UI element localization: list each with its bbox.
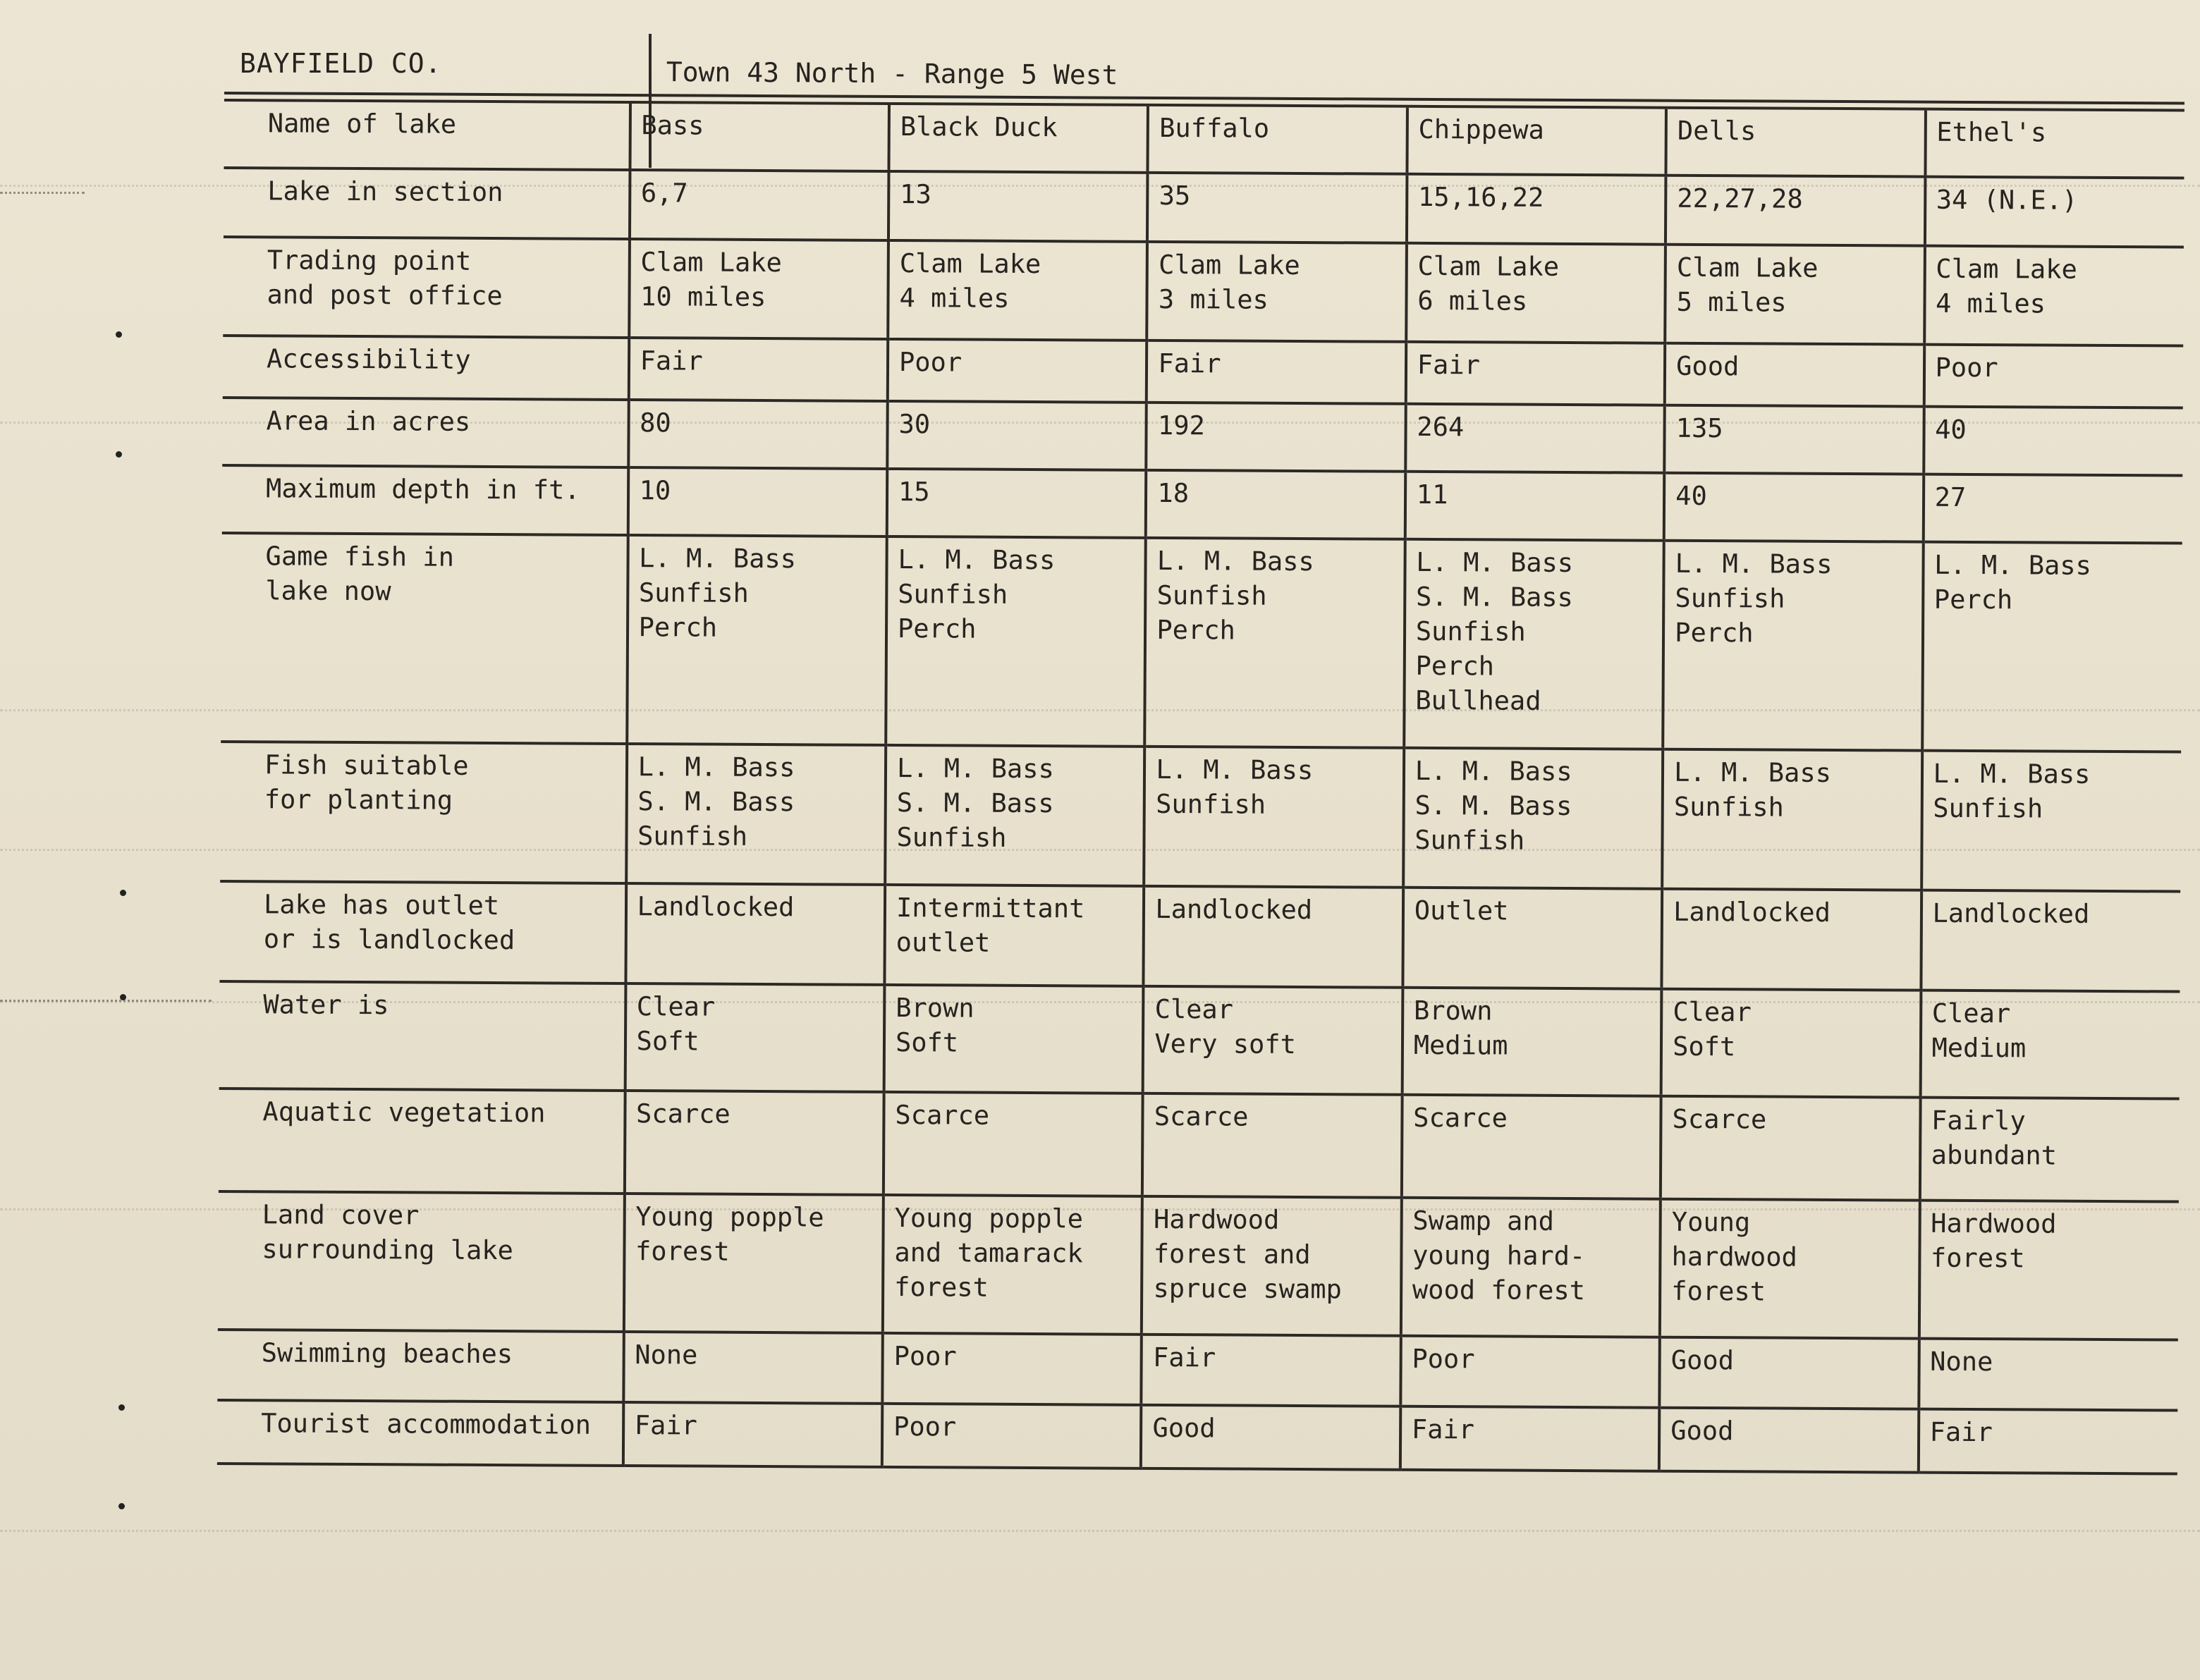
- cell-ethels-outlet: Landlocked: [1921, 890, 2180, 992]
- cell-black-duck-swimming: Poor: [882, 1333, 1142, 1405]
- cell-ethels-tourist: Fair: [1918, 1409, 2177, 1474]
- row-aquatic-vegetation: [219, 1089, 2180, 1202]
- row-maximum-depth: [222, 465, 2182, 544]
- cell-dells-trading: Clam Lake 5 miles: [1665, 245, 1924, 345]
- row-label: Fish suitable for planting: [220, 742, 627, 883]
- lake-data-table: [217, 99, 2184, 1476]
- cell-buffalo-game-fish: L. M. Bass Sunfish Perch: [1145, 538, 1405, 748]
- row-lake-in-section: [224, 168, 2184, 247]
- cell-chippewa-game-fish: L. M. Bass S. M. Bass Sunfish Perch Bullhead: [1404, 539, 1664, 749]
- row-label: Lake in section: [224, 168, 630, 239]
- cell-bass-vegetation: Scarce: [624, 1091, 884, 1195]
- cell-buffalo-swimming: Fair: [1142, 1335, 1401, 1406]
- cell-buffalo-depth: 18: [1146, 470, 1405, 539]
- binder-hole-mark: [118, 1503, 125, 1509]
- cell-chippewa-vegetation: Scarce: [1402, 1095, 1661, 1199]
- row-area-in-acres: [222, 398, 2182, 476]
- cell-black-duck-depth: 15: [887, 469, 1147, 538]
- row-fish-suitable-for-planting: [220, 742, 2181, 892]
- cell-black-duck-water: Brown Soft: [884, 985, 1144, 1093]
- cell-chippewa-section: 15,16,22: [1407, 174, 1666, 245]
- cell-ethels-planting: L. M. Bass Sunfish: [1921, 751, 2181, 892]
- cell-dells-swimming: Good: [1659, 1337, 1919, 1409]
- cell-dells-water: Clear Soft: [1661, 989, 1921, 1098]
- cell-black-duck-vegetation: Scarce: [884, 1092, 1143, 1196]
- margin-guide-line: [0, 1000, 212, 1002]
- cell-bass-area: 80: [628, 400, 888, 469]
- cell-bass-tourist: Fair: [623, 1402, 882, 1467]
- cell-chippewa-planting: L. M. Bass S. M. Bass Sunfish: [1403, 748, 1663, 889]
- cell-chippewa-tourist: Fair: [1400, 1406, 1660, 1471]
- row-game-fish: [221, 533, 2182, 752]
- cell-ethels-water: Clear Medium: [1920, 991, 2180, 1099]
- binder-hole-mark: [120, 890, 126, 896]
- cell-ethels-area: 40: [1924, 407, 2183, 476]
- cell-bass-outlet: Landlocked: [625, 883, 885, 985]
- cell-black-duck-game-fish: L. M. Bass Sunfish Perch: [886, 537, 1146, 747]
- cell-buffalo-area: 192: [1147, 403, 1406, 472]
- cell-ethels-accessibility: Poor: [1924, 345, 2183, 408]
- cell-black-duck-outlet: Intermittant outlet: [884, 885, 1144, 986]
- row-label: Game fish in lake now: [221, 533, 628, 744]
- cell-ethels-land-cover: Hardwood forest: [1919, 1201, 2178, 1340]
- binder-hole-mark: [116, 451, 122, 458]
- lake-name-buffalo: Buffalo: [1148, 105, 1407, 174]
- cell-ethels-swimming: None: [1919, 1339, 2178, 1411]
- lake-name-chippewa: Chippewa: [1407, 106, 1666, 176]
- row-label: Accessibility: [223, 336, 629, 400]
- binder-hole-mark: [118, 1404, 125, 1411]
- row-label-name-of-lake: Name of lake: [224, 100, 630, 170]
- cell-ethels-vegetation: Fairly abundant: [1919, 1098, 2179, 1202]
- county-name: BAYFIELD CO.: [240, 48, 442, 79]
- row-label: Swimming beaches: [217, 1330, 623, 1402]
- cell-buffalo-outlet: Landlocked: [1144, 886, 1403, 988]
- row-label: Tourist accommodation: [217, 1400, 623, 1466]
- lake-name-row: [224, 100, 2184, 178]
- cell-bass-water: Clear Soft: [625, 983, 884, 1092]
- cell-dells-tourist: Good: [1659, 1408, 1919, 1473]
- cell-chippewa-depth: 11: [1405, 472, 1665, 541]
- bleed-through-line: [0, 1530, 2200, 1532]
- row-label: Trading point and post office: [223, 237, 629, 338]
- cell-buffalo-tourist: Good: [1141, 1405, 1400, 1470]
- cell-black-duck-section: 13: [888, 171, 1148, 242]
- binder-hole-mark: [116, 331, 122, 338]
- row-outlet-or-landlocked: [219, 881, 2180, 992]
- margin-guide-line: [0, 192, 85, 194]
- cell-buffalo-vegetation: Scarce: [1142, 1093, 1402, 1198]
- row-label: Maximum depth in ft.: [222, 465, 628, 535]
- lake-name-ethels: Ethel's: [1925, 109, 2184, 178]
- cell-chippewa-outlet: Outlet: [1402, 888, 1662, 989]
- row-label: Lake has outlet or is landlocked: [219, 881, 625, 983]
- cell-black-duck-tourist: Poor: [882, 1404, 1142, 1469]
- row-water-is: [219, 981, 2180, 1099]
- cell-ethels-game-fish: L. M. Bass Perch: [1922, 542, 2182, 752]
- cell-bass-accessibility: Fair: [628, 338, 888, 401]
- lake-name-bass: Bass: [630, 102, 889, 171]
- cell-bass-section: 6,7: [630, 170, 889, 240]
- cell-dells-section: 22,27,28: [1666, 176, 1925, 246]
- cell-buffalo-trading: Clam Lake 3 miles: [1147, 242, 1407, 342]
- cell-dells-land-cover: Young hardwood forest: [1660, 1199, 1919, 1339]
- row-accessibility: [223, 336, 2183, 408]
- cell-bass-trading: Clam Lake 10 miles: [629, 239, 888, 339]
- cell-bass-land-cover: Young popple forest: [623, 1194, 883, 1333]
- cell-chippewa-land-cover: Swamp and young hard- wood forest: [1401, 1198, 1661, 1337]
- cell-dells-game-fish: L. M. Bass Sunfish Perch: [1663, 541, 1923, 751]
- cell-chippewa-accessibility: Fair: [1406, 342, 1666, 405]
- row-label: Aquatic vegetation: [219, 1089, 625, 1194]
- cell-ethels-depth: 27: [1923, 474, 2182, 544]
- cell-dells-depth: 40: [1664, 473, 1924, 542]
- row-label: Land cover surrounding lake: [218, 1191, 625, 1332]
- cell-chippewa-water: Brown Medium: [1402, 988, 1661, 1096]
- cell-buffalo-land-cover: Hardwood forest and spruce swamp: [1142, 1196, 1401, 1336]
- cell-black-duck-accessibility: Poor: [888, 339, 1147, 403]
- row-label: Water is: [219, 981, 625, 1091]
- cell-black-duck-trading: Clam Lake 4 miles: [888, 240, 1147, 341]
- cell-buffalo-water: Clear Very soft: [1143, 986, 1402, 1095]
- cell-dells-outlet: Landlocked: [1662, 889, 1921, 991]
- row-trading-point: [223, 237, 2184, 346]
- cell-black-duck-planting: L. M. Bass S. M. Bass Sunfish: [885, 745, 1144, 886]
- cell-buffalo-planting: L. M. Bass Sunfish: [1144, 747, 1404, 888]
- row-land-cover: [218, 1191, 2179, 1340]
- cell-bass-depth: 10: [628, 467, 887, 537]
- lake-name-dells: Dells: [1666, 108, 1926, 177]
- cell-black-duck-land-cover: Young popple and tamarack forest: [883, 1195, 1142, 1335]
- cell-chippewa-trading: Clam Lake 6 miles: [1406, 243, 1666, 343]
- row-tourist-accommodation: [217, 1400, 2177, 1474]
- cell-dells-planting: L. M. Bass Sunfish: [1662, 749, 1921, 890]
- cell-chippewa-swimming: Poor: [1400, 1336, 1660, 1408]
- cell-bass-swimming: None: [623, 1332, 883, 1404]
- cell-buffalo-accessibility: Fair: [1147, 341, 1406, 404]
- lake-name-black-duck: Black Duck: [888, 104, 1148, 173]
- cell-bass-planting: L. M. Bass S. M. Bass Sunfish: [626, 744, 886, 885]
- town-range: Town 43 North - Range 5 West: [666, 56, 1118, 91]
- row-label: Area in acres: [222, 398, 628, 467]
- cell-ethels-trading: Clam Lake 4 miles: [1924, 246, 2184, 346]
- cell-dells-area: 135: [1664, 405, 1924, 474]
- row-swimming-beaches: [217, 1330, 2177, 1411]
- cell-buffalo-section: 35: [1147, 173, 1407, 243]
- cell-dells-accessibility: Good: [1665, 343, 1924, 407]
- cell-ethels-section: 34 (N.E.): [1925, 177, 2184, 247]
- cell-black-duck-area: 30: [887, 401, 1147, 470]
- lake-survey-sheet: [217, 99, 2184, 1476]
- cell-chippewa-area: 264: [1405, 404, 1665, 473]
- cell-bass-game-fish: L. M. Bass Sunfish Perch: [627, 535, 887, 745]
- cell-dells-vegetation: Scarce: [1661, 1096, 1920, 1201]
